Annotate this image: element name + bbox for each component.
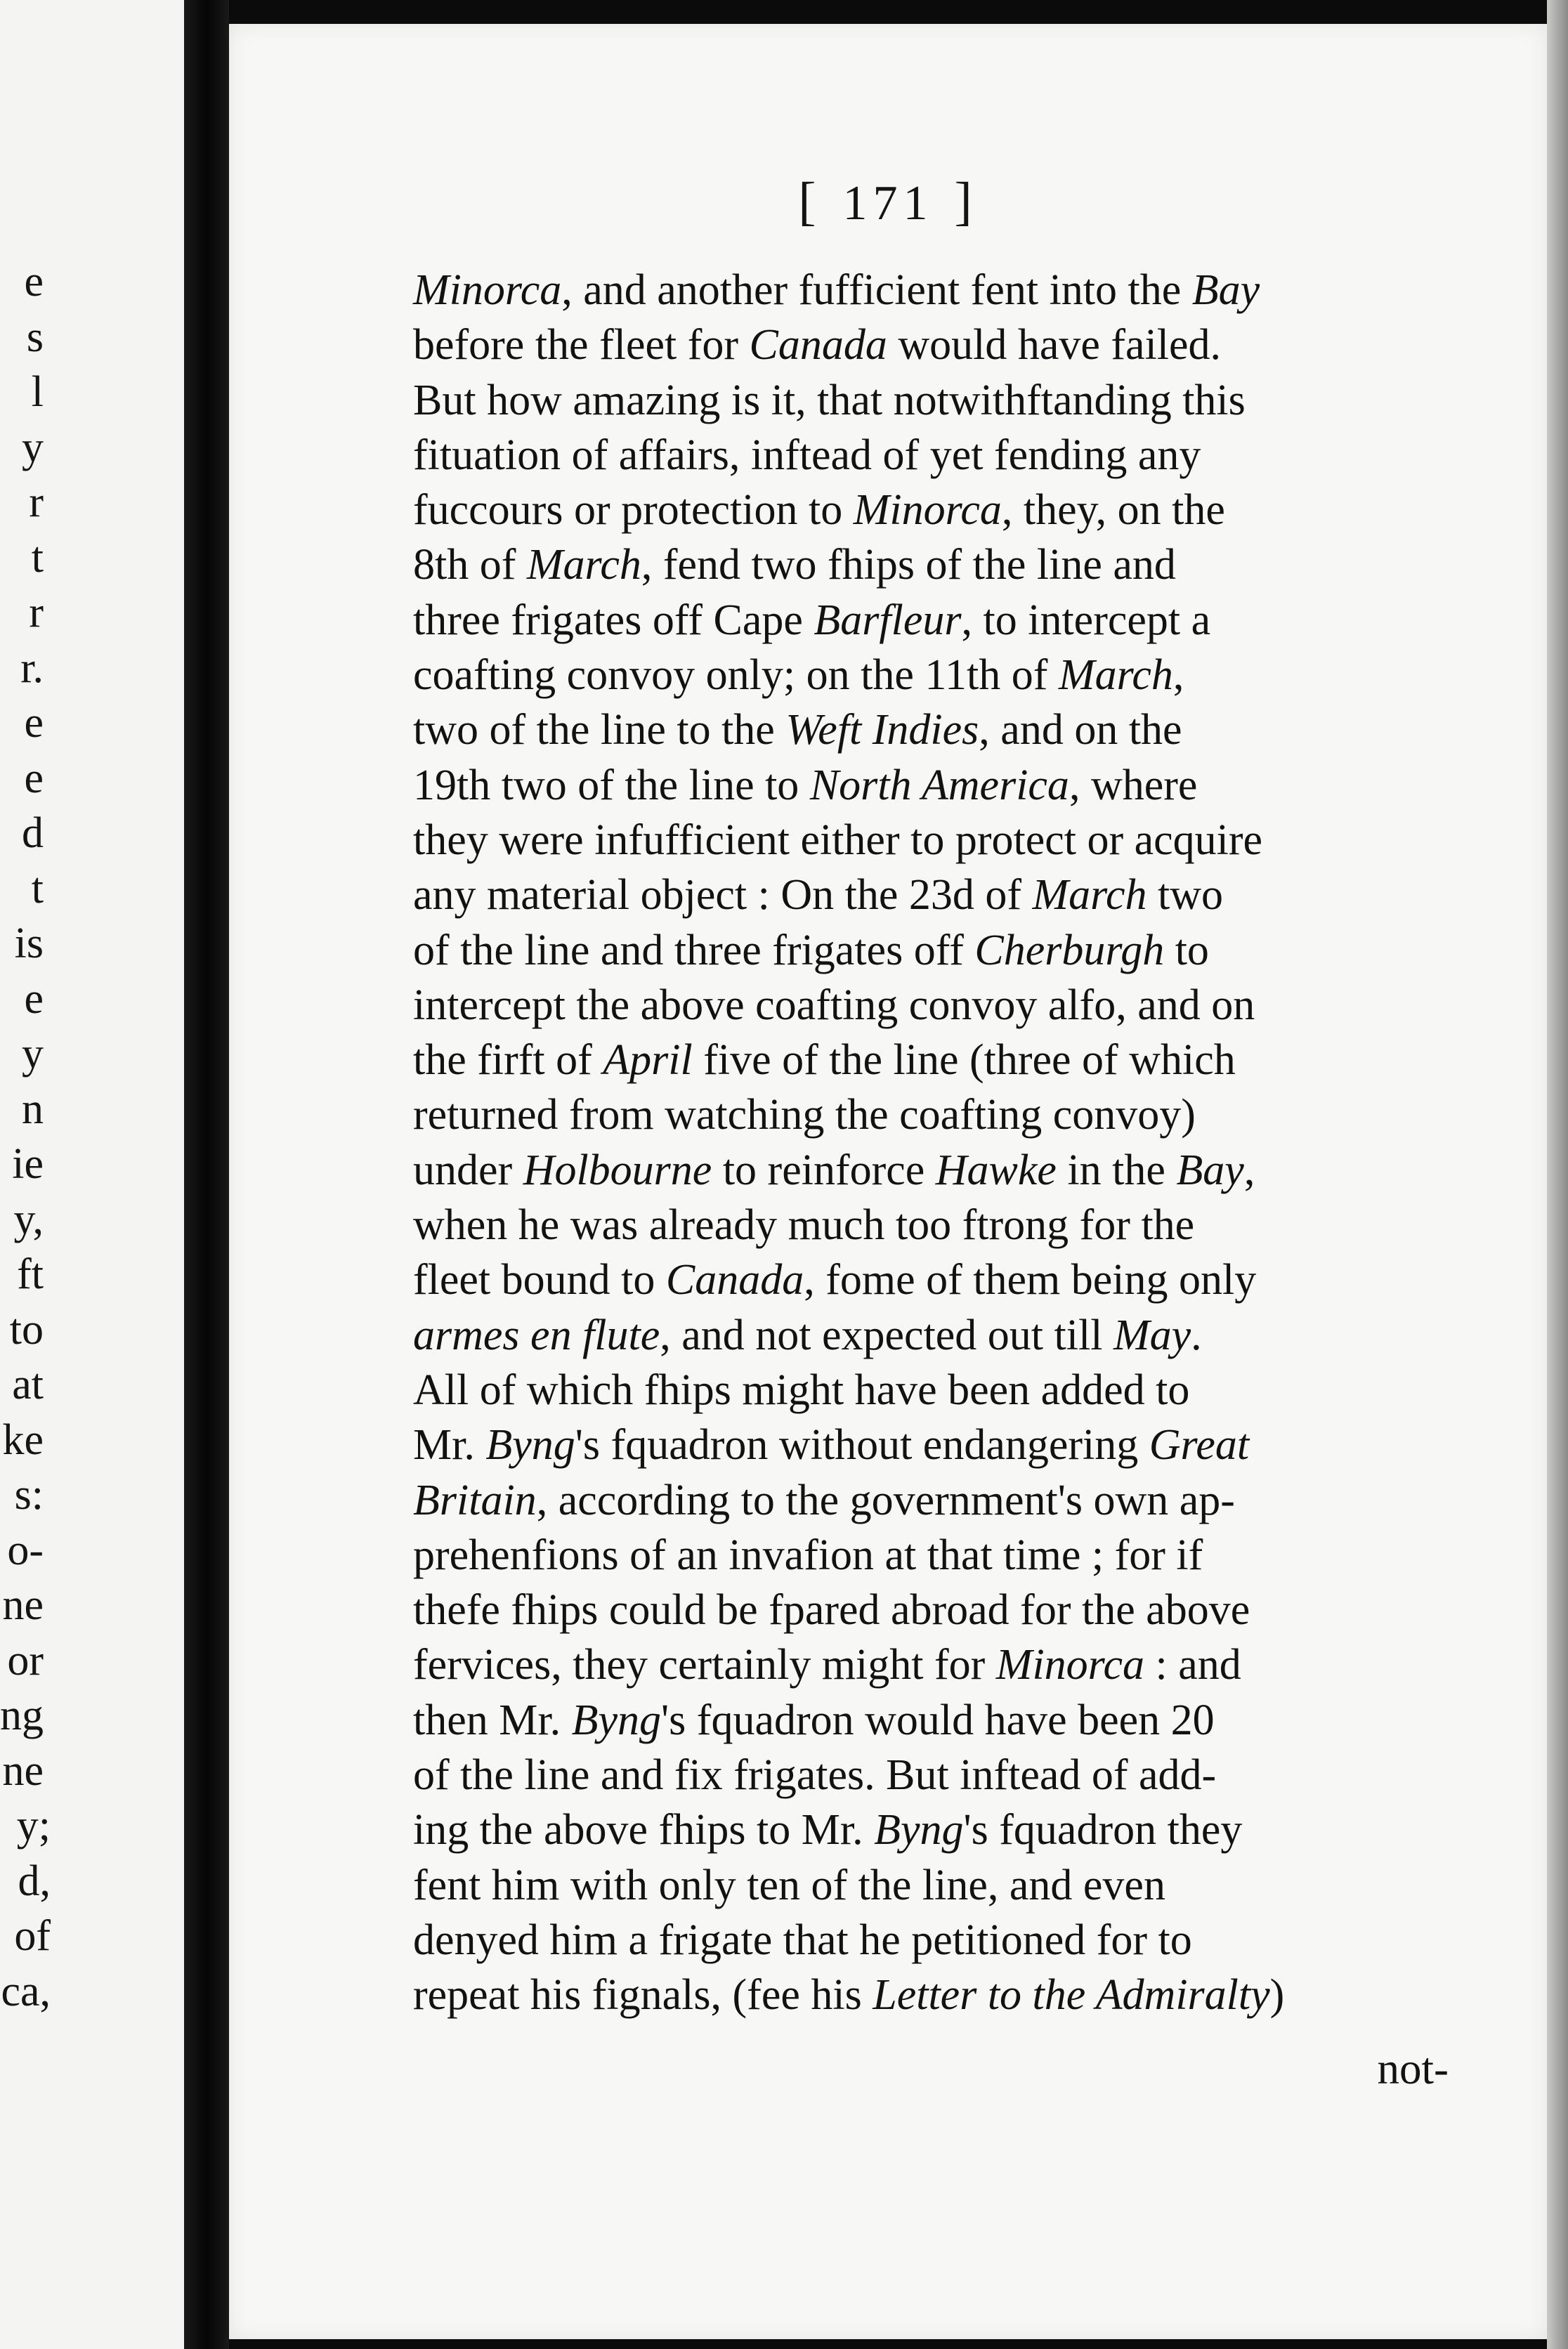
previous-page-fragment-text: e — [24, 974, 44, 1023]
previous-page-fragment-text: l — [31, 368, 44, 416]
text-line — [413, 1802, 1568, 1857]
italic-text-segment: Bay — [1191, 266, 1260, 314]
catchword: not- — [1377, 2044, 1449, 2093]
text-segment: 's fquadron without endangering — [575, 1421, 1149, 1470]
previous-page-fragment-text: s: — [14, 1471, 44, 1519]
text-segment: , and another fufficient fent into the — [561, 266, 1192, 314]
previous-page-fragment-text: r — [29, 478, 44, 526]
previous-page-fragment-text: y — [22, 1030, 44, 1078]
text-segment: ing the above fhips to Mr. — [413, 1806, 875, 1854]
previous-page-fragment-text: r — [29, 589, 44, 636]
previous-page-fragment-text: y, — [13, 1195, 44, 1243]
text-segment: , to intercept a — [961, 596, 1211, 644]
text-line — [413, 593, 1568, 648]
text-line — [413, 318, 1568, 372]
italic-text-segment: North America — [809, 761, 1069, 809]
text-segment: : and — [1144, 1641, 1241, 1689]
text-segment: fervices, they certainly might for — [413, 1641, 996, 1689]
previous-page-fragment-text: ng — [0, 1692, 44, 1739]
text-segment: any material object : On the 23d of — [413, 871, 1033, 920]
text-segment: in the — [1056, 1146, 1177, 1194]
previous-page-fragment-text: d — [22, 809, 44, 857]
body-text — [413, 263, 1568, 2023]
previous-page-fragment-text: to — [9, 1305, 44, 1354]
text-line — [413, 1693, 1568, 1748]
text-segment: under — [413, 1146, 523, 1194]
text-line — [413, 1968, 1568, 2022]
previous-page-fragment-text: ft — [17, 1250, 44, 1298]
text-line — [413, 813, 1568, 868]
previous-page-fragment-text: t — [31, 864, 44, 912]
previous-page-fragment-text: t — [31, 533, 44, 582]
previous-page-fragment-text: e — [24, 754, 44, 802]
text-line — [413, 1087, 1568, 1142]
text-segment: they were infufficient either to protect or acquire — [413, 816, 1263, 864]
text-line — [413, 263, 1568, 318]
italic-text-segment: March — [1032, 871, 1147, 920]
text-segment: denyed him a frigate that he petitioned for to — [413, 1916, 1192, 1964]
text-line — [413, 1033, 1568, 1087]
text-line — [413, 1913, 1568, 1968]
text-segment: two of the line to the — [413, 706, 786, 754]
text-segment: two — [1146, 871, 1224, 920]
text-segment: intercept the above coafting convoy alfo, and on — [413, 981, 1255, 1029]
text-line — [413, 702, 1568, 757]
italic-text-segment: Minorca — [853, 486, 1002, 535]
text-segment: . — [1191, 1311, 1202, 1359]
text-segment: , and not expected out till — [660, 1311, 1113, 1359]
italic-text-segment: April — [603, 1036, 693, 1085]
italic-text-segment: Byng — [485, 1421, 575, 1470]
previous-page-fragment-text: n — [22, 1085, 44, 1133]
text-segment: five of the line (three of which — [692, 1036, 1236, 1085]
text-line — [413, 923, 1568, 978]
text-line — [413, 537, 1568, 592]
folio-open-bracket: [ — [798, 172, 822, 231]
text-segment: of the line and three frigates off — [413, 926, 975, 974]
previous-page-fragment-text: o- — [7, 1526, 44, 1574]
text-segment: when he was already much too ftrong for the — [413, 1201, 1195, 1250]
text-segment: , — [1172, 651, 1184, 700]
book-page — [229, 24, 1547, 2339]
italic-text-segment: March — [526, 541, 641, 589]
text-segment: before the fleet for — [413, 321, 750, 369]
previous-page-fragment-text: d, — [18, 1857, 51, 1905]
italic-text-segment: May — [1113, 1311, 1191, 1359]
text-segment: , according to the government's own ap- — [536, 1476, 1235, 1524]
text-line — [413, 483, 1568, 537]
italic-text-segment: Weft Indies — [785, 706, 979, 754]
text-line — [413, 428, 1568, 483]
text-segment: fituation of affairs, inftead of yet fending any — [413, 431, 1201, 479]
text-segment: , where — [1069, 761, 1198, 809]
italic-text-segment: Byng — [874, 1806, 964, 1854]
previous-page-fragment — [0, 0, 184, 2349]
previous-page-fragment-text: ke — [2, 1415, 44, 1464]
italic-text-segment: Letter to the Admiralty — [873, 1971, 1270, 2020]
text-segment: 's fquadron would have been 20 — [661, 1696, 1215, 1744]
text-line — [413, 1198, 1568, 1252]
italic-text-segment: Hawke — [935, 1146, 1057, 1194]
text-segment: Mr. — [413, 1421, 486, 1470]
italic-text-segment: Minorca — [413, 266, 562, 314]
previous-page-fragment-text: of — [14, 1912, 51, 1960]
text-line — [413, 1473, 1568, 1528]
previous-page-fragment-text: s — [26, 313, 44, 361]
italic-text-segment: armes en flute — [413, 1311, 660, 1359]
previous-page-fragment-text: ca, — [1, 1967, 51, 2015]
text-line — [413, 868, 1568, 922]
italic-text-segment: Great — [1149, 1421, 1250, 1470]
text-line — [413, 1583, 1568, 1637]
text-line — [413, 1858, 1568, 1913]
text-segment: 's fquadron they — [963, 1806, 1243, 1854]
previous-page-fragment-text: e — [24, 258, 44, 306]
text-segment: to — [1164, 926, 1209, 974]
text-segment: fuccours or protection to — [413, 486, 854, 535]
text-line — [413, 1418, 1568, 1472]
italic-text-segment: Barfleur — [814, 596, 962, 644]
text-segment: returned from watching the coafting convoy) — [413, 1091, 1196, 1139]
folio-close-bracket: ] — [954, 172, 978, 231]
previous-page-fragment-text: at — [12, 1361, 44, 1408]
text-segment: fleet bound to — [413, 1256, 666, 1304]
text-line — [413, 648, 1568, 702]
page-number-header — [229, 171, 1547, 233]
text-line — [413, 1637, 1568, 1692]
text-segment: thefe fhips could be fpared abroad for the above — [413, 1586, 1250, 1635]
text-segment: ) — [1269, 1971, 1285, 2020]
italic-text-segment: Canada — [665, 1256, 804, 1304]
page-edge-shadow — [1547, 0, 1568, 2349]
italic-text-segment: Holbourne — [523, 1146, 712, 1194]
text-segment: then Mr. — [413, 1696, 572, 1744]
text-segment: , fend two fhips of the line and — [641, 541, 1176, 589]
italic-text-segment: Britain — [413, 1476, 537, 1524]
previous-page-fragment-text: y; — [16, 1802, 51, 1850]
text-segment: , and on the — [979, 706, 1182, 754]
italic-text-segment: Byng — [571, 1696, 661, 1744]
text-segment: of the line and fix frigates. But inftead of add- — [413, 1751, 1217, 1800]
previous-page-fragment-text: e — [24, 699, 44, 747]
italic-text-segment: March — [1058, 651, 1173, 700]
previous-page-fragment-text: ne — [2, 1746, 44, 1795]
text-line — [413, 1528, 1568, 1583]
text-line — [413, 1308, 1568, 1363]
text-segment: prehenfions of an invafion at that time ; for if — [413, 1531, 1203, 1579]
text-segment: But how amazing is it, that notwithftanding this — [413, 376, 1246, 424]
text-segment: 8th of — [413, 541, 527, 589]
text-line — [413, 758, 1568, 813]
previous-page-fragment-text: ie — [12, 1140, 44, 1188]
text-segment: to reinforce — [712, 1146, 936, 1194]
text-segment: fent him with only ten of the line, and even — [413, 1861, 1165, 1909]
text-segment: , — [1243, 1146, 1255, 1194]
previous-page-fragment-text: or — [7, 1636, 44, 1684]
text-segment: , fome of them being only — [804, 1256, 1257, 1304]
book-gutter — [184, 0, 229, 2349]
text-line — [413, 978, 1568, 1033]
italic-text-segment: Canada — [749, 321, 887, 369]
previous-page-fragment-text: r. — [20, 643, 44, 692]
italic-text-segment: Minorca — [995, 1641, 1145, 1689]
italic-text-segment: Cherburgh — [974, 926, 1165, 974]
text-segment: repeat his fignals, (fee his — [413, 1971, 873, 2020]
text-segment: 19th two of the line to — [413, 761, 810, 809]
text-line — [413, 373, 1568, 428]
page-number: 171 — [842, 176, 934, 230]
text-line — [413, 1143, 1568, 1198]
text-segment: three frigates off Cape — [413, 596, 814, 644]
italic-text-segment: Bay — [1176, 1146, 1244, 1194]
previous-page-fragment-text: is — [14, 920, 44, 967]
text-segment: the firft of — [413, 1036, 603, 1085]
text-line — [413, 1748, 1568, 1802]
previous-page-fragment-text: ne — [2, 1581, 44, 1629]
text-segment: All of which fhips might have been added to — [413, 1366, 1190, 1414]
text-line — [413, 1252, 1568, 1307]
text-segment: coafting convoy only; on the 11th of — [413, 651, 1059, 700]
text-segment: , they, on the — [1001, 486, 1225, 535]
previous-page-fragment-text: y — [22, 423, 44, 471]
text-segment: would have failed. — [887, 321, 1222, 369]
text-line — [413, 1363, 1568, 1418]
